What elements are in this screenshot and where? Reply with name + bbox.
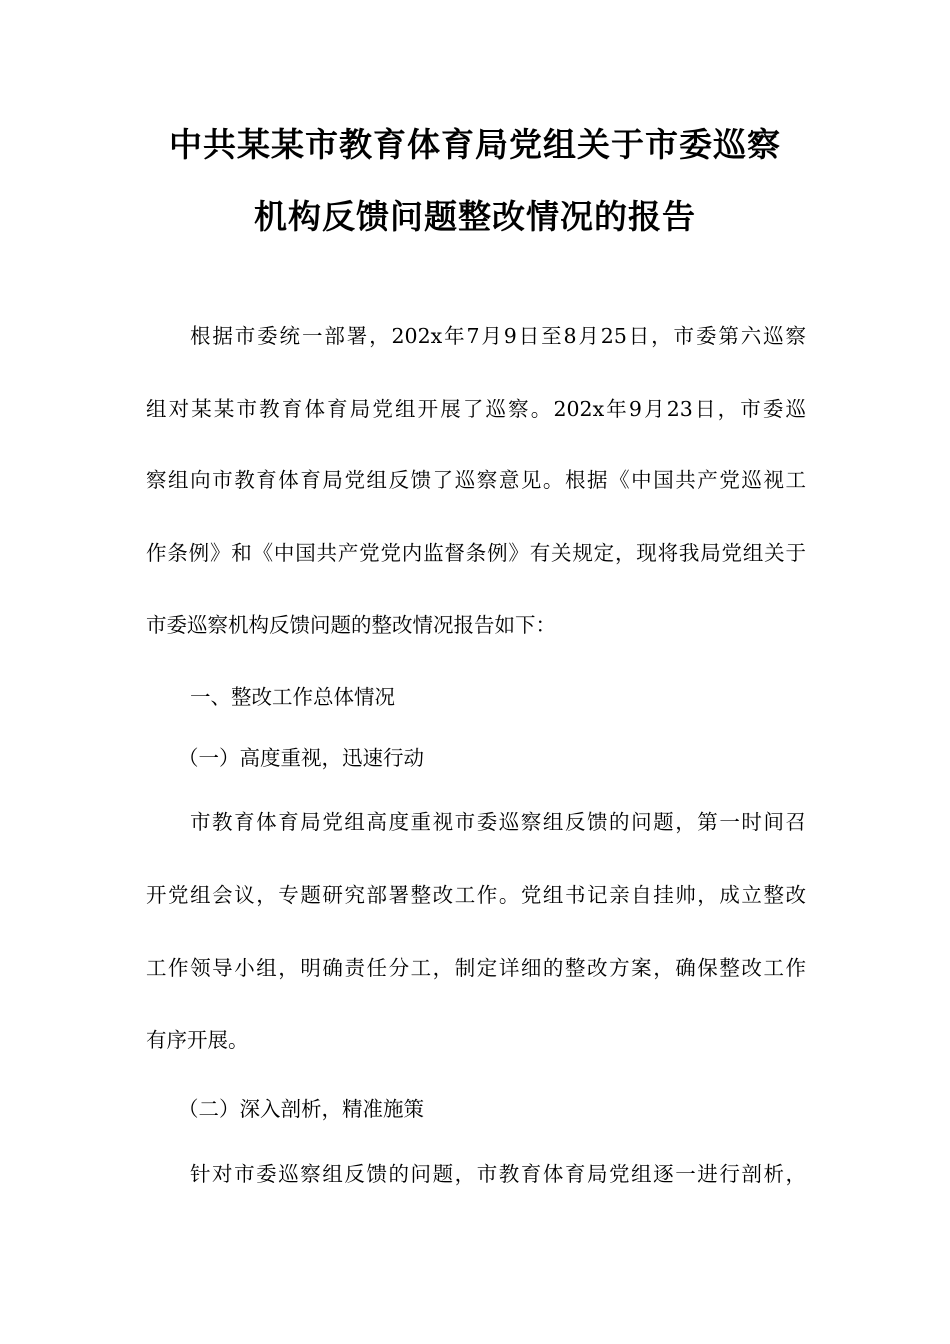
subsection-heading-1: （一）高度重视，迅速行动 bbox=[178, 746, 424, 770]
paragraph-3-line-1: 针对市委巡察组反馈的问题，市教育体育局党组逐一进行剖析， bbox=[190, 1162, 806, 1186]
paragraph-2-line-4: 有序开展。 bbox=[146, 1028, 249, 1052]
document-title-line-2: 机构反馈问题整改情况的报告 bbox=[254, 197, 696, 236]
document-title-line-1: 中共某某市教育体育局党组关于市委巡察 bbox=[169, 125, 781, 164]
paragraph-1-line-5: 市委巡察机构反馈问题的整改情况报告如下： bbox=[146, 613, 556, 637]
paragraph-1-line-2: 组对某某市教育体育局党组开展了巡察。202x年9月23日，市委巡 bbox=[146, 397, 806, 421]
paragraph-1-line-4: 作条例》和《中国共产党党内监督条例》有关规定，现将我局党组关于 bbox=[146, 541, 806, 565]
paragraph-2-line-2: 开党组会议，专题研究部署整改工作。党组书记亲自挂帅，成立整改 bbox=[146, 883, 806, 907]
subsection-heading-2: （二）深入剖析，精准施策 bbox=[178, 1097, 424, 1121]
section-heading-1: 一、整改工作总体情况 bbox=[190, 685, 395, 709]
paragraph-2-line-1: 市教育体育局党组高度重视市委巡察组反馈的问题，第一时间召 bbox=[190, 810, 806, 834]
paragraph-2-line-3: 工作领导小组，明确责任分工，制定详细的整改方案，确保整改工作 bbox=[146, 956, 806, 980]
paragraph-1-line-3: 察组向市教育体育局党组反馈了巡察意见。根据《中国共产党巡视工 bbox=[146, 468, 806, 492]
paragraph-1-line-1: 根据市委统一部署，202x年7月9日至8月25日，市委第六巡察 bbox=[190, 324, 806, 348]
